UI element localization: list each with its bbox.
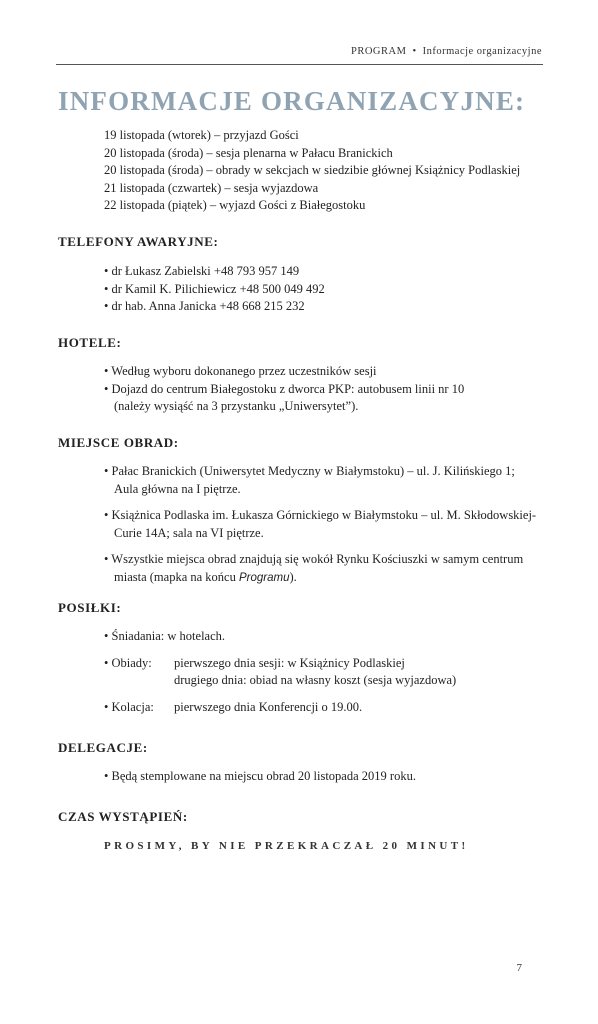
- hotels-item: • Dojazd do centrum Białegostoku z dworca PKP: autobusem linii nr 10: [104, 381, 465, 396]
- meals-dinner-label: • Kolacja:: [104, 699, 154, 714]
- speech-time-note: PROSIMY, BY NIE PRZEKRACZAŁ 20 MINUT!: [104, 840, 469, 852]
- schedule-item: 22 listopada (piątek) – wyjazd Gości z Białegostoku: [104, 198, 366, 213]
- meals-list: [104, 628, 456, 716]
- header-separator: •: [412, 46, 417, 57]
- venue-item: • Książnica Podlaska im. Łukasza Górnickiego w Białymstoku – ul. M. Skłodowskiej-: [104, 508, 537, 523]
- venue-heading: MIEJSCE OBRAD:: [58, 435, 179, 450]
- venue-item: • Wszystkie miejsca obrad znajdują się wokół Rynku Kościuszki w samym centrum: [104, 552, 524, 567]
- meals-lunch-label: • Obiady:: [104, 655, 152, 670]
- meals-heading: POSIŁKI:: [58, 600, 122, 615]
- running-header: [351, 46, 542, 57]
- delegations-item: • Będą stemplowane na miejscu obrad 20 listopada 2019 roku.: [104, 769, 416, 783]
- hotels-item: • Według wyboru dokonanego przez uczestników sesji: [104, 364, 377, 378]
- emergency-contact: • dr Kamil K. Pilichiewicz +48 500 049 492: [104, 281, 325, 296]
- meals-lunch-details: [174, 655, 456, 690]
- hotels-heading: HOTELE:: [58, 335, 122, 350]
- emergency-contact: • dr hab. Anna Janicka +48 668 215 232: [104, 299, 305, 314]
- emergency-heading: TELEFONY AWARYJNE:: [58, 234, 219, 249]
- header-rule: [56, 64, 543, 65]
- header-subsection: Informacje organizacyjne: [422, 46, 542, 57]
- schedule-item: 19 listopada (wtorek) – przyjazd Gości: [104, 128, 299, 142]
- hotels-item-continued: (należy wysiąść na 3 przystanku „Uniwersytet”).: [114, 399, 359, 414]
- page-title: INFORMACJE ORGANIZACYJNE:: [58, 86, 526, 116]
- schedule-list: [104, 127, 520, 215]
- speech-time-heading: CZAS WYSTĄPIEŃ:: [58, 809, 188, 824]
- meals-lunch-day2: drugiego dnia: obiad na własny koszt (sesja wyjazdowa): [174, 673, 457, 688]
- venue-item: • Pałac Branickich (Uniwersytet Medyczny w Białymstoku) – ul. J. Kilińskiego 1;: [104, 464, 515, 478]
- meals-dinner: [104, 699, 456, 717]
- delegations-list: [104, 768, 416, 786]
- page-number: 7: [516, 962, 522, 974]
- meals-lunch-day1: pierwszego dnia sesji: w Książnicy Podlaskiej: [174, 655, 405, 670]
- meals-breakfast: • Śniadania: w hotelach.: [104, 629, 226, 643]
- schedule-item: 20 listopada (środa) – obrady w sekcjach w siedzibie głównej Książnicy Podlaskiej: [104, 163, 521, 178]
- schedule-item: 20 listopada (środa) – sesja plenarna w Pałacu Branickich: [104, 145, 393, 160]
- delegations-heading: DELEGACJE:: [58, 740, 148, 755]
- venue-text: miasta (mapka na końcu: [114, 569, 239, 584]
- schedule-item: 21 listopada (czwartek) – sesja wyjazdowa: [104, 180, 319, 195]
- header-section: PROGRAM: [351, 46, 407, 57]
- emergency-list: [104, 263, 325, 316]
- venue-item-continued: Aula główna na I piętrze.: [114, 481, 241, 496]
- meals-dinner-details: pierwszego dnia Konferencji o 19.00.: [174, 699, 363, 714]
- venue-list: [104, 463, 536, 588]
- venue-item-continued: [104, 569, 536, 588]
- emergency-contact: • dr Łukasz Zabielski +48 793 957 149: [104, 264, 300, 278]
- program-reference: Programu: [238, 571, 290, 584]
- meals-lunch: [104, 655, 456, 690]
- hotels-list: [104, 363, 464, 416]
- venue-item-continued: Curie 14A; sala na VI piętrze.: [114, 525, 264, 540]
- venue-text: ).: [289, 569, 297, 584]
